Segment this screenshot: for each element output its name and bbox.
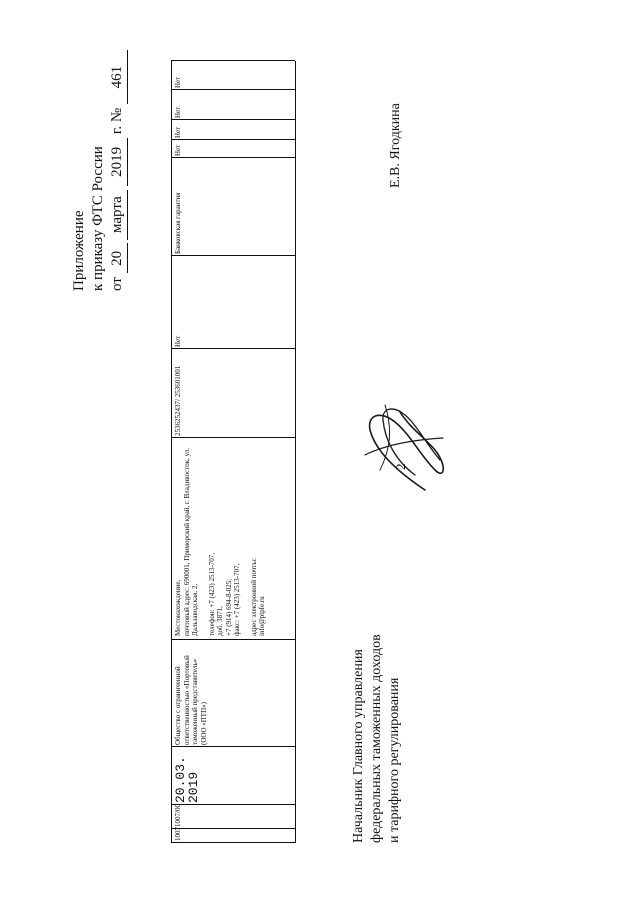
cell-no-3: Нет xyxy=(174,126,182,138)
table-border-top xyxy=(171,61,172,843)
signatory-title-line: и тарифного регулирования xyxy=(387,677,402,843)
appendix-header xyxy=(70,31,128,291)
organization-address xyxy=(174,440,267,636)
phone-extension: доб. 3871, xyxy=(216,606,224,636)
cell-no-5: Нет xyxy=(174,76,182,88)
column-divider xyxy=(171,89,295,90)
order-year: 2019 xyxy=(108,138,128,186)
number-sign: № xyxy=(109,107,125,123)
phone-label: телефон: +7 (423) 2513-707, xyxy=(207,552,216,636)
cell-no-1: Нет xyxy=(174,335,182,347)
year-suffix: г. xyxy=(109,125,125,135)
cell-no-2: Нет xyxy=(174,144,182,156)
column-divider xyxy=(171,60,295,61)
order-reference: к приказу ФТС России xyxy=(90,146,106,291)
column-divider xyxy=(171,119,295,120)
row-number: 1007 xyxy=(174,827,182,841)
page-number: 2 xyxy=(393,463,408,470)
column-divider xyxy=(171,437,295,438)
handwritten-signature xyxy=(355,400,450,500)
signatory-title xyxy=(350,543,404,843)
column-divider xyxy=(171,348,295,349)
column-divider xyxy=(171,842,295,843)
registry-table xyxy=(171,61,295,843)
guarantee-type: Банковская гарантия xyxy=(174,192,182,254)
email-label: адрес электронной почты: xyxy=(249,557,258,636)
signatory-title-line: федеральных таможенных доходов xyxy=(369,634,384,843)
inn-kpp: 2536252437/ 253601001 xyxy=(174,365,182,436)
column-divider xyxy=(171,157,295,158)
table-border-bottom xyxy=(295,61,296,843)
order-number: 461 xyxy=(108,50,128,104)
phone-mobile: +7 (914) 694-8-025; xyxy=(224,578,233,636)
signatory-title-line: Начальник Главного управления xyxy=(351,649,366,843)
postal-address: почтовый адрес: 690001, Приморский край, г. Владивосток, ул. Дальзаводская, 2, xyxy=(182,447,199,636)
cell-no-4: Нет xyxy=(174,106,182,118)
fax-number: факс: +7 (423) 2513-707, xyxy=(233,563,241,636)
order-month: марта xyxy=(108,190,128,240)
location-label: Местонахождение, xyxy=(174,579,182,636)
signatory-name: Е.В. Ягодкина xyxy=(388,103,403,188)
registry-number: 1007/00 xyxy=(174,804,182,827)
date-prefix: от xyxy=(109,277,125,291)
organization-name: Общество с ограниченной ответственностью «Портовый таможенный представитель» (ООО «ПТП») xyxy=(174,655,208,745)
column-divider xyxy=(171,139,295,140)
column-divider xyxy=(171,828,295,829)
column-divider xyxy=(171,804,295,805)
inclusion-date: 20.03. 2019 xyxy=(173,756,201,803)
email-address: info@ptpfe.ru xyxy=(258,596,266,636)
order-day: 20 xyxy=(108,243,128,273)
appendix-title: Приложение xyxy=(71,210,87,291)
column-divider xyxy=(171,255,295,256)
column-divider xyxy=(171,639,295,640)
order-date-line xyxy=(108,31,128,291)
